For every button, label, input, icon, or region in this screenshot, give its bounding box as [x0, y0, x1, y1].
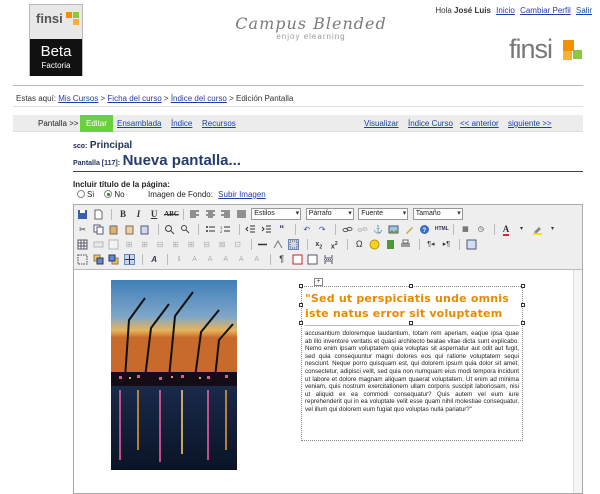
align-left-icon[interactable] — [189, 209, 200, 220]
insert-layer-icon[interactable] — [77, 254, 88, 265]
svg-text:2: 2 — [220, 229, 223, 235]
styles-select[interactable]: Estilos ▾ — [251, 208, 301, 220]
greeting: Hola — [435, 6, 452, 15]
insert-time-icon[interactable]: ◷ — [477, 226, 484, 234]
indent-icon[interactable] — [261, 224, 272, 235]
resize-handle[interactable] — [521, 303, 525, 307]
ltr-icon[interactable]: ¶◂ — [427, 241, 435, 249]
text-color-dropdown-icon[interactable]: ▾ — [519, 226, 523, 233]
factoria-label: Factoria — [41, 61, 71, 70]
layer-body-text: accusantium doloremque laudantium, totam rem aperiam, eaque ipsa quae ab illo inventore veritatis et quasi architecto beatae vitae dicta sunt explicabo. Nemo enim ipsam voluptatem quia voluptas sit aspernatur aut odit aut fugit, sed quia consequuntur magni dolores eos qui ratione voluptatem sequi nesciunt. Neque porro quisquam est, qui dolorem ipsum quia dolor sit amet, consectetur, adipisci velit, sed quia non numquam eius modi tempora incidunt ut labore et dolore magnam aliquam quaerat voluptatem. Ut enim ad minima veniam, quis nostrum exercitationem ullam corporis suscipit laboriosam, nisi ut aliquid ex ea commodi consequatur? Quis autem vel eum iure reprehenderit qui in ea voluptate velit esse quam nihil molestiae consequatur, vel illum qui dolorem eum fugiat quo voluptas nulla pariatur?" — [305, 330, 519, 413]
emoticon-icon[interactable] — [369, 239, 380, 250]
font-select[interactable]: Fuente ▾ — [358, 208, 408, 220]
insert-row-before-icon[interactable]: ⊞ — [125, 240, 133, 250]
anchor-icon[interactable]: ⚓ — [373, 225, 384, 235]
inicio-link[interactable]: Inicio — [496, 6, 515, 15]
sco-info — [73, 140, 132, 151]
visual-chars-icon[interactable] — [292, 254, 303, 265]
toolbar-row-2 — [77, 224, 560, 238]
salir-link[interactable]: Salir — [575, 6, 592, 15]
save-icon[interactable] — [77, 209, 88, 220]
remove-format-icon[interactable] — [273, 239, 284, 250]
fullscreen-icon[interactable] — [466, 239, 477, 250]
visualizar-link[interactable]: Visualizar — [364, 119, 399, 128]
pagebreak-icon[interactable] — [323, 254, 334, 265]
nonbreaking-icon[interactable] — [307, 254, 318, 265]
copy-icon[interactable] — [93, 224, 104, 235]
highlight-dropdown-icon[interactable]: ▾ — [551, 226, 555, 233]
redo-icon[interactable]: ↷ — [318, 225, 326, 235]
delete-col-icon[interactable]: ⊟ — [203, 240, 210, 250]
finsi-logo-square — [563, 51, 572, 60]
underline-icon[interactable]: U — [150, 208, 158, 219]
paste-text-icon[interactable] — [124, 224, 135, 235]
insert-table-icon[interactable] — [77, 239, 88, 250]
divider — [13, 106, 583, 107]
insert-date-icon[interactable]: ▦ — [462, 226, 469, 234]
beta-label: Beta — [40, 43, 72, 60]
subscript-icon[interactable]: $x_2$ — [315, 241, 323, 251]
tab-ensamblada[interactable]: Ensamblada — [117, 119, 162, 128]
background-image-row — [148, 190, 266, 199]
paste-word-icon[interactable] — [139, 224, 150, 235]
resize-handle[interactable] — [299, 284, 303, 288]
finsi-logo: finsi — [509, 34, 553, 64]
cleanup-icon[interactable] — [404, 224, 415, 235]
breadcrumb-separator: > — [163, 94, 169, 103]
siguiente-link[interactable]: siguiente >> — [508, 119, 552, 128]
breadcrumb — [16, 94, 293, 103]
cite-icon[interactable]: ℹ — [177, 256, 181, 264]
user-name: José Luis — [454, 6, 491, 15]
sco-value: Principal — [89, 140, 133, 151]
cell-props-icon[interactable] — [108, 239, 119, 250]
align-center-icon[interactable] — [205, 209, 216, 220]
new-document-icon[interactable] — [93, 209, 104, 220]
page-nav-bar — [13, 115, 583, 132]
tab-recursos[interactable]: Recursos — [202, 119, 236, 128]
svg-text:1: 1 — [220, 225, 223, 231]
strikethrough-icon[interactable]: ABC — [164, 209, 179, 218]
breadcrumb-current: Edición Pantalla — [235, 94, 294, 103]
acronym-icon[interactable]: A — [207, 256, 213, 264]
horizontal-rule-icon[interactable] — [257, 239, 268, 250]
resize-handle[interactable] — [409, 284, 413, 288]
paste-icon[interactable] — [108, 224, 119, 235]
radio-no[interactable] — [104, 190, 112, 198]
unlink-icon[interactable] — [357, 224, 368, 235]
svg-text:?: ? — [422, 228, 427, 235]
html-source-icon[interactable]: HTML — [434, 226, 449, 233]
editor-content-area[interactable] — [74, 270, 582, 493]
insert-col-after-icon[interactable]: ⊞ — [187, 240, 195, 250]
radio-no-label: No — [114, 190, 125, 199]
pantalla-label: Pantalla [117]: — [73, 160, 121, 167]
insert-col-before-icon[interactable]: ⊞ — [172, 240, 179, 250]
insert-row-after-icon[interactable]: ⊞ — [141, 240, 148, 250]
move-backward-icon[interactable] — [108, 254, 119, 265]
sco-label: sco: — [73, 143, 88, 150]
finsi-small-logo: finsi — [36, 11, 63, 26]
text-color-icon[interactable]: A — [502, 224, 510, 235]
special-char-icon[interactable]: Ω — [355, 239, 363, 250]
merge-cells-icon[interactable]: ⊡ — [234, 240, 241, 250]
attribs-icon[interactable]: A — [254, 256, 260, 264]
align-justify-icon[interactable] — [236, 209, 247, 220]
media-icon[interactable] — [385, 239, 396, 250]
page-title: Nueva pantalla... — [122, 152, 241, 169]
text-layer[interactable] — [301, 279, 523, 441]
campus-subtitle: enjoy elearning — [276, 32, 346, 41]
resize-handle[interactable] — [521, 321, 525, 325]
upload-image-link[interactable]: Subir Imagen — [218, 190, 266, 199]
move-forward-icon[interactable] — [93, 254, 104, 265]
radio-si-label: Si — [87, 190, 95, 199]
align-right-icon[interactable] — [220, 209, 231, 220]
background-image-label: Imagen de Fondo: — [148, 190, 213, 199]
bold-icon[interactable]: B — [120, 208, 127, 219]
breadcrumb-ficha-curso[interactable]: Ficha del curso — [107, 94, 162, 103]
rich-text-editor — [73, 204, 583, 494]
ins-icon[interactable]: A — [238, 256, 244, 264]
tab-indice[interactable]: Índice — [171, 119, 193, 128]
undo-icon[interactable]: ↶ — [303, 225, 311, 235]
show-blocks-icon[interactable]: ¶ — [279, 254, 285, 265]
divider — [305, 325, 519, 326]
find-icon[interactable] — [164, 224, 175, 235]
radio-si[interactable] — [77, 190, 85, 198]
factoria-logo — [29, 4, 83, 76]
rtl-icon[interactable]: ▸¶ — [442, 241, 451, 249]
pantalla-info — [73, 152, 241, 169]
superscript-icon[interactable]: $x^2$ — [330, 241, 338, 251]
editor-scrollbar[interactable] — [573, 270, 582, 493]
resize-handle[interactable] — [521, 284, 525, 288]
nav-pantalla-label: Pantalla >> — [38, 119, 79, 128]
breadcrumb-indice-curso[interactable]: Índice del curso — [170, 94, 227, 103]
resize-handle[interactable] — [299, 321, 303, 325]
cut-icon[interactable]: ✂ — [79, 225, 86, 235]
link-icon[interactable] — [342, 224, 353, 235]
size-select[interactable]: Tamaño ▾ — [413, 208, 463, 220]
breadcrumb-separator: > — [100, 94, 106, 103]
resize-handle[interactable] — [299, 303, 303, 307]
numbered-list-icon[interactable] — [220, 224, 231, 235]
campus-title: Campus Blended — [235, 14, 387, 33]
campus-blended-logo — [226, 14, 396, 41]
outdent-icon[interactable] — [245, 224, 256, 235]
cambiar-perfil-link[interactable]: Cambiar Perfil — [520, 6, 571, 15]
user-bar — [435, 6, 592, 15]
anterior-link[interactable]: << anterior — [460, 119, 499, 128]
highlight-color-icon[interactable] — [532, 224, 543, 235]
del-icon[interactable]: A — [223, 256, 228, 264]
abbr-icon[interactable]: A — [192, 256, 197, 264]
divider — [13, 85, 583, 86]
divider — [73, 171, 583, 172]
bullet-list-icon[interactable] — [205, 224, 216, 235]
layer-move-handle[interactable]: + — [314, 278, 323, 286]
layer-heading: "Sed ut perspiciatis unde omnis iste natus error sit voluptatem — [305, 292, 510, 320]
harbor-cranes-photo — [111, 280, 237, 470]
toolbar-row-4 — [77, 254, 336, 268]
styles-props-icon[interactable]: A — [151, 255, 157, 265]
row-props-icon[interactable] — [93, 239, 104, 250]
image-icon[interactable] — [388, 224, 399, 235]
replace-icon[interactable] — [180, 224, 191, 235]
help-icon[interactable] — [419, 224, 430, 235]
finsi-logo-square — [573, 50, 582, 59]
editor-toolbar — [74, 205, 582, 270]
italic-icon[interactable]: I — [136, 208, 141, 219]
include-title-options — [77, 190, 133, 199]
resize-handle[interactable] — [409, 321, 413, 325]
paragraph-select[interactable]: Párrafo ▾ — [306, 208, 354, 220]
split-cells-icon[interactable]: ⊠ — [218, 240, 226, 250]
toolbar-row-1 — [77, 208, 465, 222]
include-title-label: Incluir título de la página: — [73, 180, 170, 189]
blockquote-icon[interactable]: “ — [279, 224, 285, 236]
tab-editar[interactable]: Editar — [80, 115, 113, 132]
toolbar-row-3 — [77, 239, 479, 253]
breadcrumb-mis-cursos[interactable]: Mis Cursos — [58, 94, 99, 103]
visual-aid-icon[interactable] — [288, 239, 299, 250]
indice-curso-link[interactable]: Índice Curso — [408, 119, 453, 128]
print-icon[interactable] — [400, 239, 411, 250]
absolute-position-icon[interactable] — [124, 254, 135, 265]
breadcrumb-prefix: Estas aquí: — [16, 94, 57, 103]
breadcrumb-separator: > — [229, 94, 234, 103]
delete-row-icon[interactable]: ⊟ — [156, 240, 164, 250]
